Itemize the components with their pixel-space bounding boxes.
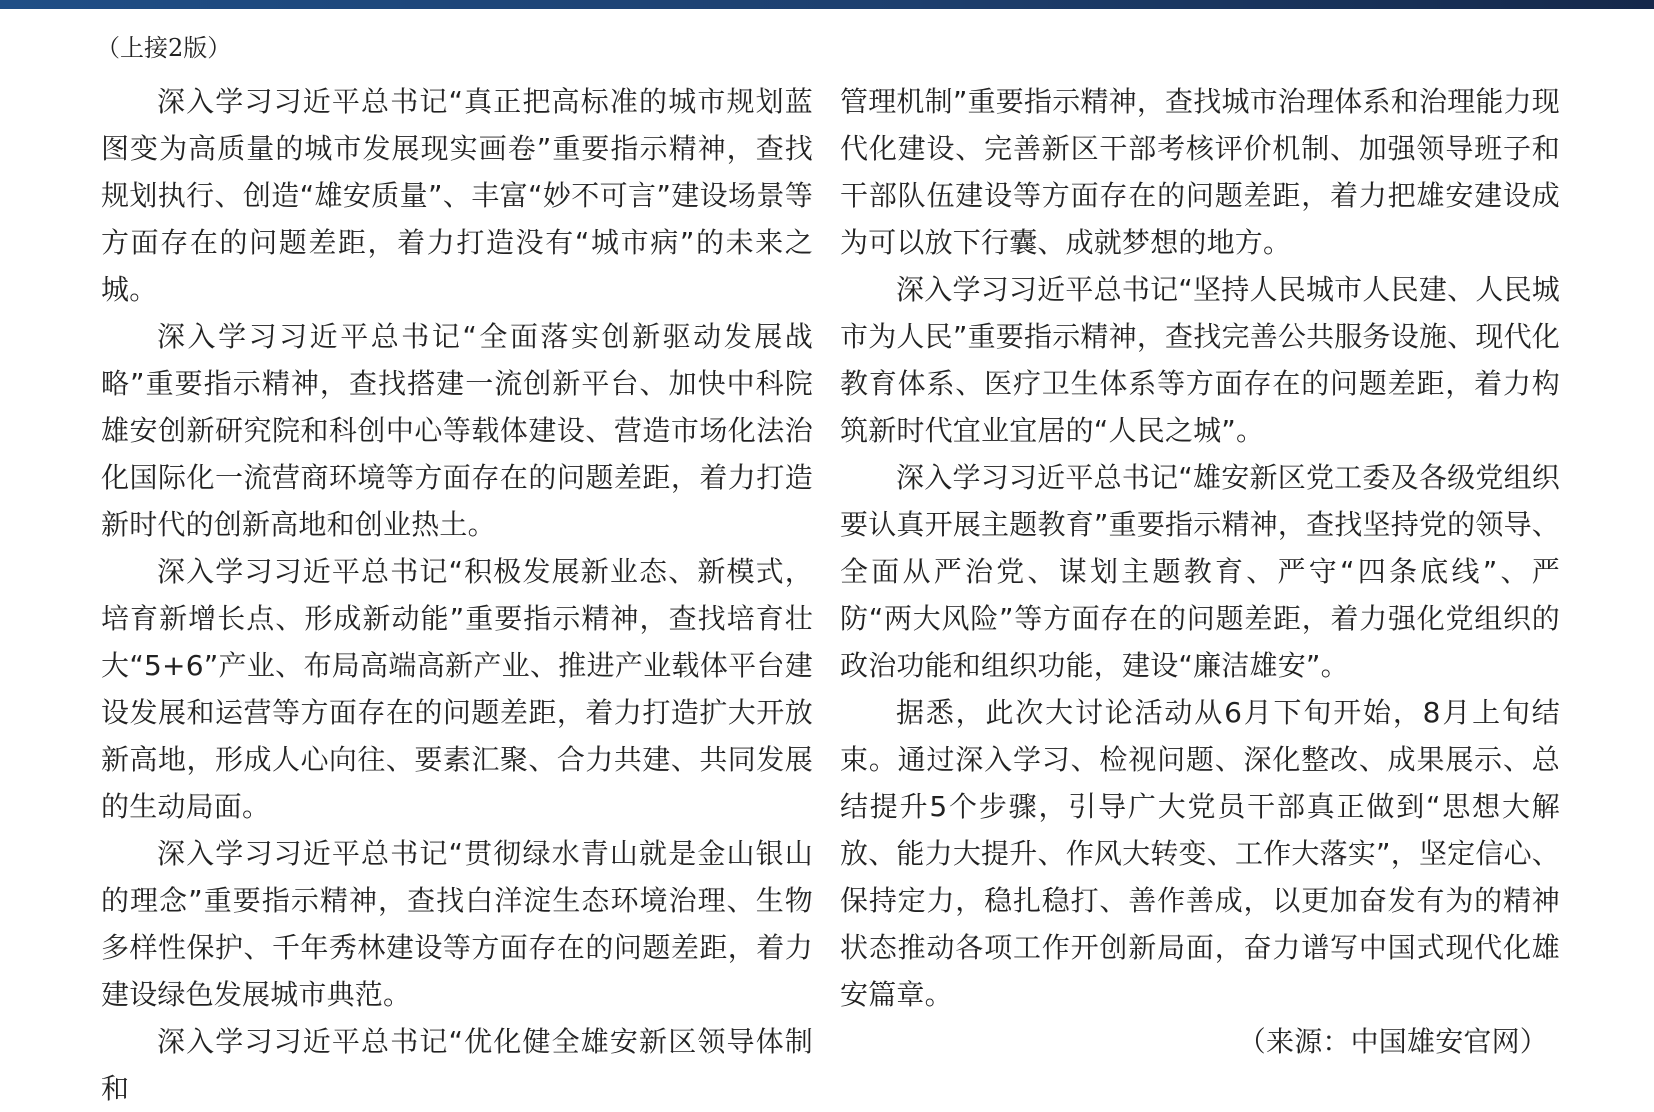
continued-from-label: （上接2版） [96,34,232,62]
article-paragraph: 深入学习习近平总书记“贯彻绿水青山就是金山银山的理念”重要指示精神，查找白洋淀生态环境治理、生物多样性保护、千年秀林建设等方面存在的问题差距，着力建设绿色发展城市典范。 [101,837,813,1011]
article-paragraph: 深入学习习近平总书记“积极发展新业态、新模式，培育新增长点、形成新动能”重要指示精神，查找培育壮大“5+6”产业、布局高端高新产业、推进产业载体平台建设发展和运营等方面存在的问题差距，着力打造扩大开放新高地，形成人心向往、要素汇聚、合力共建、共同发展的生动局面。 [101,555,813,823]
article-source: （来源：中国雄安官网） [1237,1025,1548,1058]
article-paragraph: 深入学习习近平总书记“真正把高标准的城市规划蓝图变为高质量的城市发展现实画卷”重要指示精神，查找规划执行、创造“雄安质量”、丰富“妙不可言”建设场景等方面存在的问题差距，着力打造没有“城市病”的未来之城。 [101,85,813,306]
article-paragraph: 深入学习习近平总书记“坚持人民城市人民建、人民城市为人民”重要指示精神，查找完善公共服务设施、现代化教育体系、医疗卫生体系等方面存在的问题差距，着力构筑新时代宜业宜居的“人民之城”。 [840,273,1560,447]
article-paragraph: 深入学习习近平总书记“全面落实创新驱动发展战略”重要指示精神，查找搭建一流创新平台、加快中科院雄安创新研究院和科创中心等载体建设、营造市场化法治化国际化一流营商环境等方面存在的问题差距，着力打造新时代的创新高地和创业热土。 [101,320,813,541]
article-paragraph: 深入学习习近平总书记“优化健全雄安新区领导体制和 [101,1025,813,1105]
article-paragraph: 管理机制”重要指示精神，查找城市治理体系和治理能力现代化建设、完善新区干部考核评价机制、加强领导班子和干部队伍建设等方面存在的问题差距，着力把雄安建设成为可以放下行囊、成就梦想的地方。 [840,85,1560,259]
article-right-column [840,78,1560,1065]
article-paragraph: 据悉，此次大讨论活动从6月下旬开始，8月上旬结束。通过深入学习、检视问题、深化整改、成果展示、总结提升5个步骤，引导广大党员干部真正做到“思想大解放、能力大提升、作风大转变、工作大落实”，坚定信心、保持定力，稳扎稳打、善作善成，以更加奋发有为的精神状态推动各项工作开创新局面，奋力谱写中国式现代化雄安篇章。 [840,696,1560,1011]
article-paragraph: 深入学习习近平总书记“雄安新区党工委及各级党组织要认真开展主题教育”重要指示精神，查找坚持党的领导、全面从严治党、谋划主题教育、严守“四条底线”、严防“两大风险”等方面存在的问题差距，着力强化党组织的政治功能和组织功能，建设“廉洁雄安”。 [840,461,1560,682]
article-left-column [101,78,813,1112]
top-color-bar [0,0,1654,9]
